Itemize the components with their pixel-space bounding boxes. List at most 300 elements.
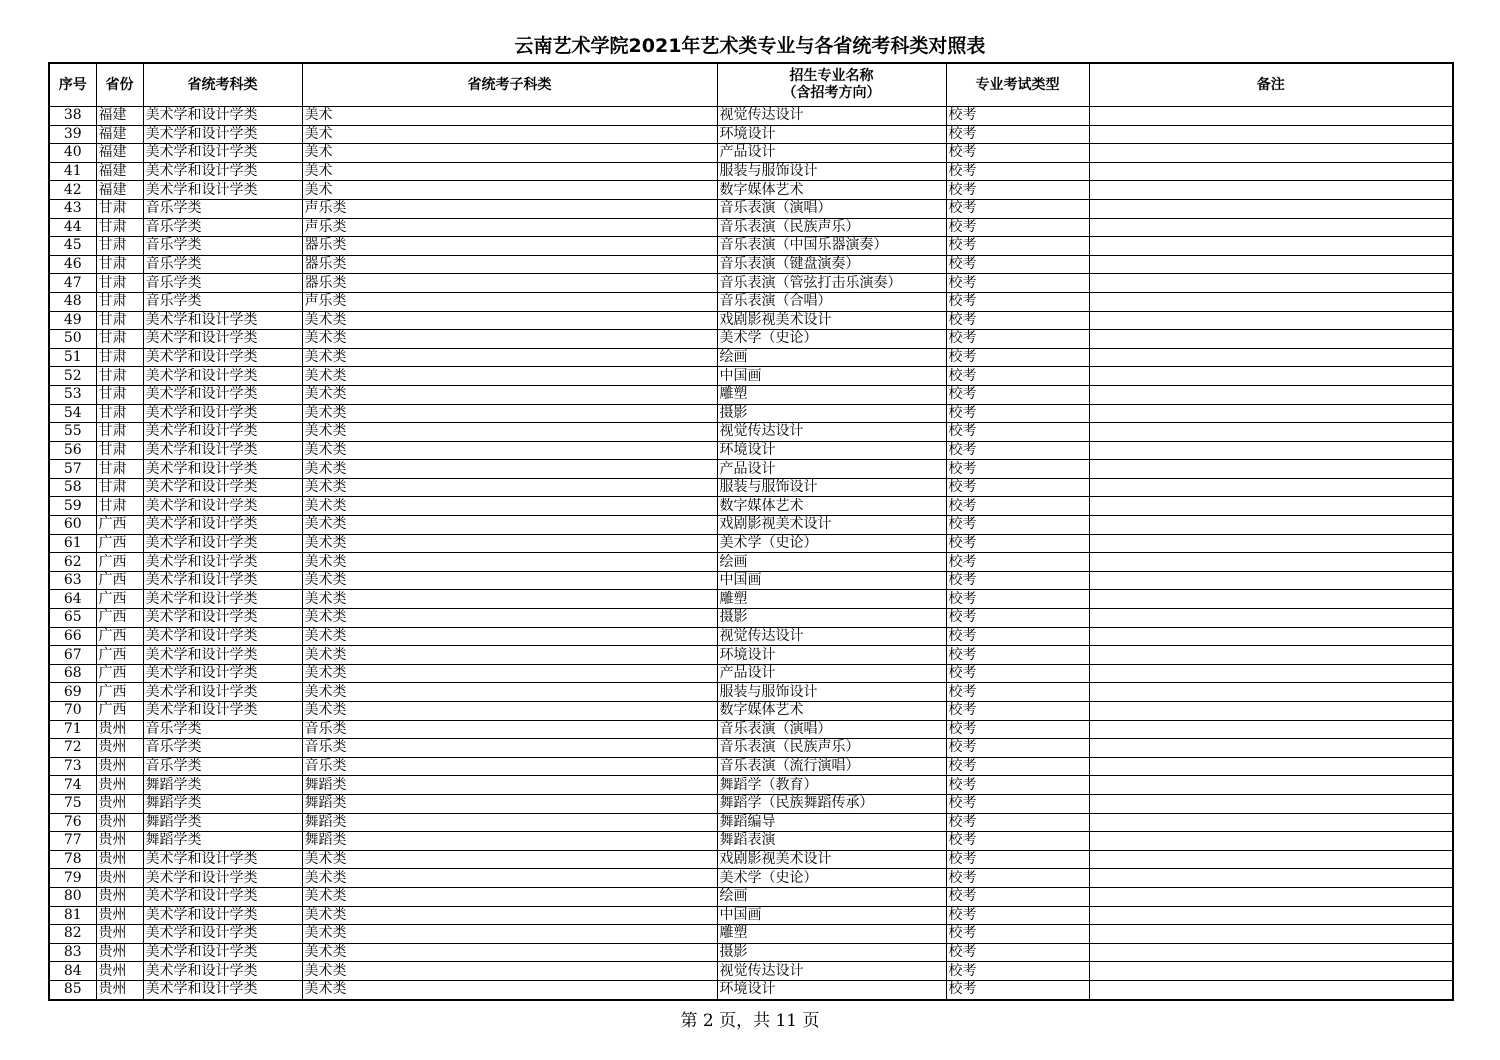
cell-major: 音乐表演（演唱） [717, 720, 946, 739]
cell-category: 美术学和设计学类 [143, 516, 302, 535]
cell-category: 美术学和设计学类 [143, 497, 302, 516]
cell-no: 84 [49, 962, 96, 981]
table-row [49, 274, 1453, 293]
cell-province: 甘肃 [96, 274, 143, 293]
cell-exam-type: 校考 [946, 516, 1089, 535]
cell-exam-type: 校考 [946, 181, 1089, 200]
cell-exam-type: 校考 [946, 720, 1089, 739]
cell-province: 福建 [96, 107, 143, 126]
cell-major: 服装与服饰设计 [717, 683, 946, 702]
cell-province: 贵州 [96, 832, 143, 851]
cell-category: 美术学和设计学类 [143, 887, 302, 906]
cell-exam-type: 校考 [946, 664, 1089, 683]
cell-exam-type: 校考 [946, 367, 1089, 386]
header-major-line2: （含招考方向） [782, 85, 881, 101]
cell-exam-type: 校考 [946, 199, 1089, 218]
cell-subcategory: 美术类 [302, 646, 717, 665]
cell-exam-type: 校考 [946, 497, 1089, 516]
cell-major: 数字媒体艺术 [717, 497, 946, 516]
cell-subcategory: 美术类 [302, 887, 717, 906]
cell-remark [1089, 609, 1453, 628]
cell-remark [1089, 832, 1453, 851]
table-row [49, 125, 1453, 144]
cell-subcategory: 舞蹈类 [302, 794, 717, 813]
cell-remark [1089, 237, 1453, 256]
cell-no: 57 [49, 460, 96, 479]
cell-remark [1089, 534, 1453, 553]
cell-no: 60 [49, 516, 96, 535]
cell-remark [1089, 869, 1453, 888]
cell-major: 服装与服饰设计 [717, 478, 946, 497]
cell-category: 美术学和设计学类 [143, 664, 302, 683]
cell-exam-type: 校考 [946, 887, 1089, 906]
cell-no: 61 [49, 534, 96, 553]
comparison-table [48, 62, 1454, 1001]
cell-province: 广西 [96, 702, 143, 721]
cell-no: 85 [49, 980, 96, 999]
cell-no: 78 [49, 850, 96, 869]
table-row [49, 683, 1453, 702]
cell-category: 美术学和设计学类 [143, 330, 302, 349]
cell-no: 41 [49, 162, 96, 181]
cell-category: 舞蹈学类 [143, 832, 302, 851]
cell-province: 甘肃 [96, 199, 143, 218]
cell-category: 美术学和设计学类 [143, 553, 302, 572]
cell-no: 82 [49, 925, 96, 944]
cell-subcategory: 美术类 [302, 571, 717, 590]
cell-exam-type: 校考 [946, 348, 1089, 367]
table-row [49, 739, 1453, 758]
cell-subcategory: 美术类 [302, 627, 717, 646]
table-row [49, 887, 1453, 906]
cell-exam-type: 校考 [946, 683, 1089, 702]
cell-exam-type: 校考 [946, 460, 1089, 479]
cell-subcategory: 美术类 [302, 925, 717, 944]
cell-major: 绘画 [717, 348, 946, 367]
cell-subcategory: 美术类 [302, 702, 717, 721]
cell-remark [1089, 850, 1453, 869]
table-row [49, 497, 1453, 516]
table-row [49, 311, 1453, 330]
cell-no: 80 [49, 887, 96, 906]
cell-exam-type: 校考 [946, 125, 1089, 144]
cell-exam-type: 校考 [946, 609, 1089, 628]
cell-remark [1089, 274, 1453, 293]
cell-category: 美术学和设计学类 [143, 423, 302, 442]
table-row [49, 980, 1453, 999]
cell-category: 舞蹈学类 [143, 813, 302, 832]
cell-no: 68 [49, 664, 96, 683]
table-row [49, 794, 1453, 813]
table-body [49, 107, 1453, 1000]
cell-no: 39 [49, 125, 96, 144]
cell-major: 视觉传达设计 [717, 423, 946, 442]
cell-major: 音乐表演（民族声乐） [717, 739, 946, 758]
cell-no: 55 [49, 423, 96, 442]
cell-province: 福建 [96, 162, 143, 181]
cell-no: 47 [49, 274, 96, 293]
cell-province: 甘肃 [96, 330, 143, 349]
cell-major: 戏剧影视美术设计 [717, 850, 946, 869]
cell-no: 58 [49, 478, 96, 497]
cell-exam-type: 校考 [946, 832, 1089, 851]
cell-major: 中国画 [717, 367, 946, 386]
cell-subcategory: 美术 [302, 125, 717, 144]
table-row [49, 330, 1453, 349]
table-row [49, 962, 1453, 981]
table-row [49, 757, 1453, 776]
cell-remark [1089, 478, 1453, 497]
cell-exam-type: 校考 [946, 107, 1089, 126]
table-row [49, 460, 1453, 479]
cell-remark [1089, 497, 1453, 516]
cell-exam-type: 校考 [946, 404, 1089, 423]
cell-category: 美术学和设计学类 [143, 646, 302, 665]
cell-exam-type: 校考 [946, 274, 1089, 293]
cell-remark [1089, 757, 1453, 776]
table-row [49, 144, 1453, 163]
cell-exam-type: 校考 [946, 627, 1089, 646]
cell-major: 绘画 [717, 887, 946, 906]
cell-no: 62 [49, 553, 96, 572]
table-row [49, 292, 1453, 311]
cell-major: 环境设计 [717, 646, 946, 665]
cell-exam-type: 校考 [946, 962, 1089, 981]
cell-category: 美术学和设计学类 [143, 441, 302, 460]
cell-category: 音乐学类 [143, 274, 302, 293]
cell-province: 贵州 [96, 887, 143, 906]
cell-remark [1089, 553, 1453, 572]
cell-subcategory: 美术类 [302, 980, 717, 999]
cell-category: 美术学和设计学类 [143, 627, 302, 646]
cell-major: 舞蹈学（教育） [717, 776, 946, 795]
cell-major: 摄影 [717, 609, 946, 628]
cell-subcategory: 美术类 [302, 850, 717, 869]
cell-remark [1089, 385, 1453, 404]
cell-subcategory: 美术 [302, 107, 717, 126]
cell-major: 绘画 [717, 553, 946, 572]
cell-province: 甘肃 [96, 292, 143, 311]
cell-province: 甘肃 [96, 385, 143, 404]
cell-subcategory: 舞蹈类 [302, 813, 717, 832]
cell-subcategory: 美术类 [302, 516, 717, 535]
cell-major: 中国画 [717, 906, 946, 925]
cell-province: 甘肃 [96, 404, 143, 423]
table-row [49, 162, 1453, 181]
cell-category: 美术学和设计学类 [143, 590, 302, 609]
cell-exam-type: 校考 [946, 292, 1089, 311]
cell-no: 44 [49, 218, 96, 237]
cell-province: 甘肃 [96, 497, 143, 516]
cell-province: 广西 [96, 646, 143, 665]
cell-province: 贵州 [96, 925, 143, 944]
cell-no: 48 [49, 292, 96, 311]
cell-major: 舞蹈编导 [717, 813, 946, 832]
cell-province: 广西 [96, 664, 143, 683]
table-row [49, 702, 1453, 721]
cell-subcategory: 美术类 [302, 664, 717, 683]
cell-major: 服装与服饰设计 [717, 162, 946, 181]
cell-province: 福建 [96, 125, 143, 144]
cell-subcategory: 音乐类 [302, 757, 717, 776]
cell-subcategory: 音乐类 [302, 720, 717, 739]
cell-subcategory: 美术类 [302, 441, 717, 460]
cell-major: 戏剧影视美术设计 [717, 311, 946, 330]
cell-category: 美术学和设计学类 [143, 311, 302, 330]
cell-category: 美术学和设计学类 [143, 367, 302, 386]
table-row [49, 813, 1453, 832]
cell-exam-type: 校考 [946, 441, 1089, 460]
cell-no: 43 [49, 199, 96, 218]
cell-exam-type: 校考 [946, 590, 1089, 609]
cell-exam-type: 校考 [946, 423, 1089, 442]
cell-remark [1089, 255, 1453, 274]
cell-no: 79 [49, 869, 96, 888]
cell-no: 51 [49, 348, 96, 367]
cell-province: 福建 [96, 181, 143, 200]
cell-category: 舞蹈学类 [143, 794, 302, 813]
cell-no: 76 [49, 813, 96, 832]
cell-remark [1089, 906, 1453, 925]
cell-category: 音乐学类 [143, 757, 302, 776]
table-row [49, 906, 1453, 925]
cell-remark [1089, 348, 1453, 367]
cell-remark [1089, 516, 1453, 535]
cell-exam-type: 校考 [946, 144, 1089, 163]
cell-exam-type: 校考 [946, 943, 1089, 962]
header-subcategory: 省统考子科类 [302, 63, 717, 107]
cell-no: 77 [49, 832, 96, 851]
cell-major: 音乐表演（合唱） [717, 292, 946, 311]
cell-province: 贵州 [96, 757, 143, 776]
table-row [49, 218, 1453, 237]
cell-exam-type: 校考 [946, 534, 1089, 553]
table-row [49, 571, 1453, 590]
cell-province: 甘肃 [96, 237, 143, 256]
cell-province: 甘肃 [96, 255, 143, 274]
table-row [49, 869, 1453, 888]
cell-province: 广西 [96, 609, 143, 628]
cell-remark [1089, 181, 1453, 200]
cell-exam-type: 校考 [946, 850, 1089, 869]
cell-remark [1089, 162, 1453, 181]
cell-category: 音乐学类 [143, 218, 302, 237]
cell-category: 音乐学类 [143, 739, 302, 758]
cell-subcategory: 器乐类 [302, 237, 717, 256]
cell-no: 53 [49, 385, 96, 404]
table-row [49, 255, 1453, 274]
cell-subcategory: 美术类 [302, 423, 717, 442]
cell-province: 贵州 [96, 813, 143, 832]
cell-remark [1089, 107, 1453, 126]
cell-remark [1089, 720, 1453, 739]
cell-subcategory: 美术 [302, 144, 717, 163]
cell-exam-type: 校考 [946, 311, 1089, 330]
cell-province: 广西 [96, 571, 143, 590]
cell-remark [1089, 739, 1453, 758]
cell-remark [1089, 423, 1453, 442]
cell-remark [1089, 125, 1453, 144]
cell-category: 美术学和设计学类 [143, 925, 302, 944]
cell-category: 美术学和设计学类 [143, 107, 302, 126]
cell-subcategory: 美术类 [302, 553, 717, 572]
cell-remark [1089, 199, 1453, 218]
cell-category: 美术学和设计学类 [143, 534, 302, 553]
cell-category: 美术学和设计学类 [143, 125, 302, 144]
table-row [49, 367, 1453, 386]
cell-remark [1089, 367, 1453, 386]
cell-province: 甘肃 [96, 423, 143, 442]
cell-major: 舞蹈学（民族舞蹈传承） [717, 794, 946, 813]
header-row [49, 63, 1453, 107]
header-exam-type: 专业考试类型 [946, 63, 1089, 107]
cell-subcategory: 美术类 [302, 590, 717, 609]
cell-category: 美术学和设计学类 [143, 609, 302, 628]
cell-category: 美术学和设计学类 [143, 906, 302, 925]
cell-exam-type: 校考 [946, 330, 1089, 349]
table-row [49, 441, 1453, 460]
cell-remark [1089, 646, 1453, 665]
cell-remark [1089, 702, 1453, 721]
table-row [49, 664, 1453, 683]
cell-subcategory: 美术类 [302, 962, 717, 981]
header-category: 省统考科类 [143, 63, 302, 107]
cell-category: 音乐学类 [143, 720, 302, 739]
table-row [49, 925, 1453, 944]
table-row [49, 478, 1453, 497]
cell-no: 71 [49, 720, 96, 739]
table-row [49, 107, 1453, 126]
cell-category: 美术学和设计学类 [143, 162, 302, 181]
table-row [49, 348, 1453, 367]
cell-no: 75 [49, 794, 96, 813]
cell-no: 45 [49, 237, 96, 256]
cell-exam-type: 校考 [946, 571, 1089, 590]
cell-remark [1089, 571, 1453, 590]
cell-subcategory: 美术类 [302, 330, 717, 349]
cell-exam-type: 校考 [946, 980, 1089, 999]
cell-subcategory: 美术类 [302, 869, 717, 888]
table-row [49, 832, 1453, 851]
cell-major: 产品设计 [717, 144, 946, 163]
table-row [49, 385, 1453, 404]
cell-category: 美术学和设计学类 [143, 850, 302, 869]
cell-province: 甘肃 [96, 441, 143, 460]
cell-subcategory: 美术 [302, 181, 717, 200]
cell-exam-type: 校考 [946, 869, 1089, 888]
cell-exam-type: 校考 [946, 162, 1089, 181]
cell-remark [1089, 943, 1453, 962]
cell-exam-type: 校考 [946, 478, 1089, 497]
cell-category: 美术学和设计学类 [143, 144, 302, 163]
table-row [49, 534, 1453, 553]
table-row [49, 627, 1453, 646]
cell-province: 广西 [96, 516, 143, 535]
cell-province: 广西 [96, 627, 143, 646]
cell-province: 贵州 [96, 776, 143, 795]
cell-major: 戏剧影视美术设计 [717, 516, 946, 535]
cell-remark [1089, 292, 1453, 311]
cell-no: 52 [49, 367, 96, 386]
cell-province: 广西 [96, 590, 143, 609]
cell-category: 美术学和设计学类 [143, 943, 302, 962]
cell-major: 雕塑 [717, 385, 946, 404]
cell-category: 美术学和设计学类 [143, 404, 302, 423]
cell-subcategory: 美术类 [302, 609, 717, 628]
cell-subcategory: 舞蹈类 [302, 776, 717, 795]
cell-no: 38 [49, 107, 96, 126]
cell-exam-type: 校考 [946, 776, 1089, 795]
cell-category: 美术学和设计学类 [143, 478, 302, 497]
cell-subcategory: 舞蹈类 [302, 832, 717, 851]
cell-exam-type: 校考 [946, 794, 1089, 813]
cell-subcategory: 美术类 [302, 367, 717, 386]
cell-major: 产品设计 [717, 664, 946, 683]
cell-no: 69 [49, 683, 96, 702]
cell-category: 音乐学类 [143, 199, 302, 218]
cell-category: 舞蹈学类 [143, 776, 302, 795]
cell-major: 视觉传达设计 [717, 962, 946, 981]
cell-no: 64 [49, 590, 96, 609]
cell-province: 甘肃 [96, 460, 143, 479]
cell-remark [1089, 664, 1453, 683]
cell-no: 81 [49, 906, 96, 925]
cell-major: 雕塑 [717, 925, 946, 944]
cell-no: 63 [49, 571, 96, 590]
cell-subcategory: 声乐类 [302, 218, 717, 237]
cell-category: 音乐学类 [143, 292, 302, 311]
cell-major: 美术学（史论） [717, 869, 946, 888]
cell-category: 美术学和设计学类 [143, 962, 302, 981]
cell-subcategory: 美术 [302, 162, 717, 181]
cell-remark [1089, 980, 1453, 999]
cell-exam-type: 校考 [946, 906, 1089, 925]
cell-no: 66 [49, 627, 96, 646]
cell-subcategory: 美术类 [302, 534, 717, 553]
cell-exam-type: 校考 [946, 237, 1089, 256]
table-row [49, 516, 1453, 535]
cell-major: 音乐表演（中国乐器演奏） [717, 237, 946, 256]
header-remark: 备注 [1089, 63, 1453, 107]
cell-subcategory: 美术类 [302, 348, 717, 367]
cell-category: 美术学和设计学类 [143, 702, 302, 721]
cell-remark [1089, 962, 1453, 981]
cell-major: 舞蹈表演 [717, 832, 946, 851]
cell-subcategory: 声乐类 [302, 199, 717, 218]
cell-province: 甘肃 [96, 478, 143, 497]
table-row [49, 943, 1453, 962]
cell-province: 甘肃 [96, 311, 143, 330]
cell-subcategory: 美术类 [302, 683, 717, 702]
cell-exam-type: 校考 [946, 757, 1089, 776]
table-row [49, 609, 1453, 628]
table-row [49, 181, 1453, 200]
cell-subcategory: 美术类 [302, 385, 717, 404]
cell-remark [1089, 627, 1453, 646]
cell-remark [1089, 813, 1453, 832]
cell-exam-type: 校考 [946, 739, 1089, 758]
cell-exam-type: 校考 [946, 218, 1089, 237]
cell-subcategory: 美术类 [302, 311, 717, 330]
cell-no: 54 [49, 404, 96, 423]
cell-no: 42 [49, 181, 96, 200]
header-major-line1: 招生专业名称 [789, 68, 874, 84]
cell-major: 环境设计 [717, 441, 946, 460]
table-row [49, 776, 1453, 795]
cell-exam-type: 校考 [946, 702, 1089, 721]
cell-province: 甘肃 [96, 367, 143, 386]
cell-category: 美术学和设计学类 [143, 385, 302, 404]
